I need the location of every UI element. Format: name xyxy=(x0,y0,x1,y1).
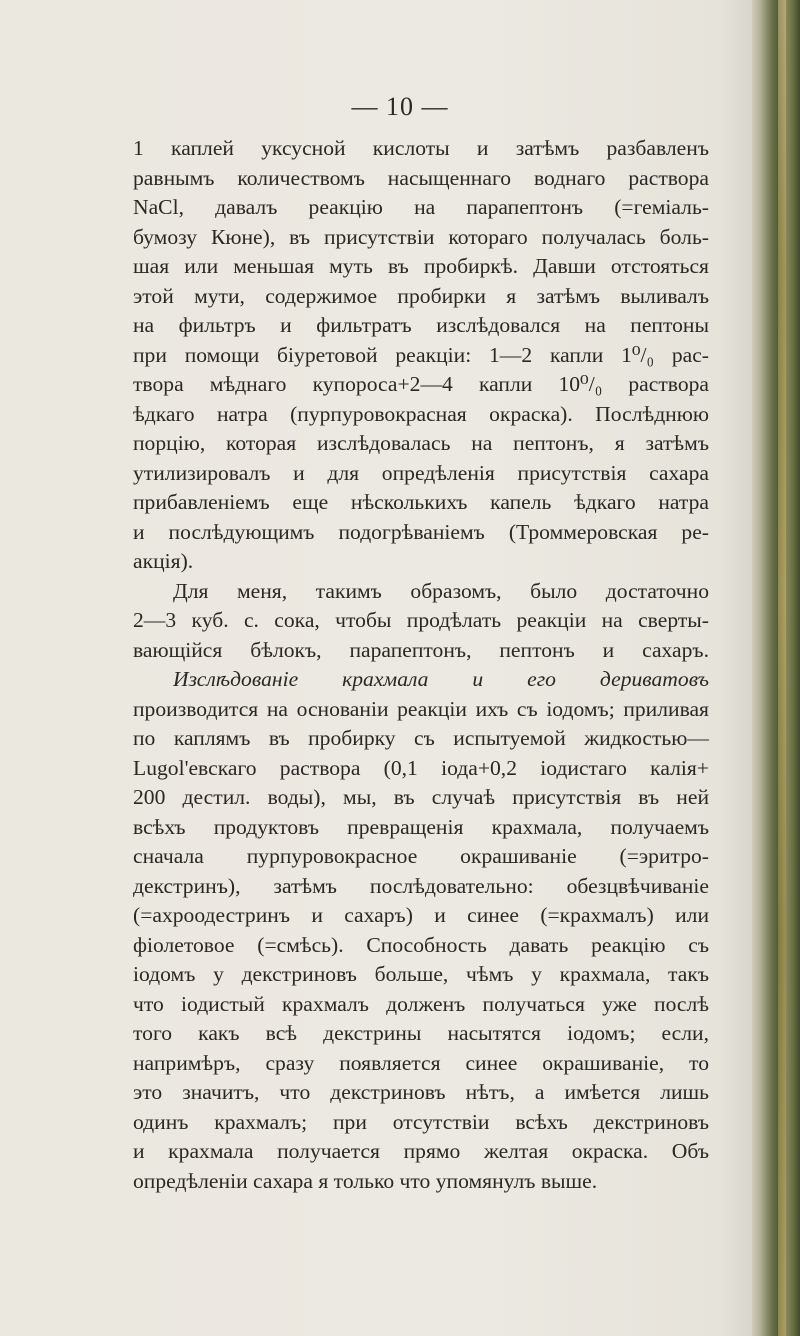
text-line: и послѣдующимъ подогрѣваніемъ (Троммеровская ре- xyxy=(133,519,709,544)
text-line: это значитъ, что декстриновъ нѣтъ, а имѣется лишь xyxy=(133,1080,709,1104)
text-line: напримѣръ, сразу появляется синее окрашиваніе, то xyxy=(133,1050,709,1075)
text-line: опредѣленіи сахара я только что упомянулъ выше. xyxy=(133,1168,598,1193)
text-line: 2—3 куб. с. сока, чтобы продѣлать реакціи на сверты- xyxy=(133,608,709,632)
text-line: бумозу Кюне), въ присутствіи котораго получалась боль- xyxy=(133,224,709,249)
section-heading-line xyxy=(133,665,709,695)
text-line: вающійся бѣлокъ, парапептонъ, пептонъ и сахаръ. xyxy=(133,637,709,662)
text-line: на фильтръ и фильтратъ изслѣдовался на пептоны xyxy=(133,313,709,337)
section-heading: Изслѣдованіе крахмала и его дериватовъ xyxy=(173,667,709,691)
text-line: одинъ крахмалъ; при отсутствіи всѣхъ декстриновъ xyxy=(133,1109,709,1134)
text-line: этой мути, содержимое пробирки я затѣмъ выливалъ xyxy=(133,283,709,308)
text-line: по каплямъ въ пробирку съ испытуемой жидкостью— xyxy=(133,726,709,750)
text-line: 1 каплей уксусной кислоты и затѣмъ разбавленъ xyxy=(133,136,709,160)
text-line: Для меня, такимъ образомъ, было достаточно xyxy=(173,578,709,603)
page-number: — 10 — xyxy=(351,92,449,121)
body-text xyxy=(133,134,709,1196)
text-line: фіолетовое (=смѣсь). Способность давать реакцію съ xyxy=(133,932,709,957)
page-edge-binding xyxy=(752,0,800,1336)
text-line: производится на основаніи реакціи ихъ съ іодомъ; приливая xyxy=(133,696,709,721)
text-line: того какъ всѣ декстрины насытятся іодомъ; если, xyxy=(133,1021,709,1045)
text-line: утилизировалъ и для опредѣленія присутствія сахара xyxy=(133,460,709,485)
text-line: при помощи біуретовой реакціи: 1—2 капли 1⁰/₀ рас- xyxy=(133,342,709,367)
text-line: Lugol'евскаго раствора (0,1 іода+0,2 іодистаго калія+ xyxy=(133,755,709,780)
text-line: ѣдкаго натра (пурпуровокрасная окраска). Послѣднюю xyxy=(133,401,709,426)
text-line: твора мѣднаго купороса+2—4 капли 10⁰/₀ раствора xyxy=(133,372,709,396)
text-line: NaCl, давалъ реакцію на парапептонъ (=геміаль- xyxy=(133,195,709,219)
text-line: что іодистый крахмалъ долженъ получаться уже послѣ xyxy=(133,991,709,1016)
text-line: шая или меньшая муть въ пробиркѣ. Давши отстояться xyxy=(133,254,709,278)
text-line: прибавленіемъ еще нѣсколькихъ капель ѣдкаго натра xyxy=(133,490,709,514)
text-line: декстринъ), затѣмъ послѣдовательно: обезцвѣчиваніе xyxy=(133,873,709,898)
text-line: (=ахроодестринъ и сахаръ) и синее (=крахмалъ) или xyxy=(133,903,709,927)
text-line: порцію, которая изслѣдовалась на пептонъ, я затѣмъ xyxy=(133,431,709,455)
text-line: всѣхъ продуктовъ превращенія крахмала, получаемъ xyxy=(133,814,709,839)
text-line: акція). xyxy=(133,549,194,573)
text-line: іодомъ у декстриновъ больше, чѣмъ у крахмала, такъ xyxy=(133,962,709,986)
text-line: равнымъ количествомъ насыщеннаго воднаго раствора xyxy=(133,165,709,190)
page-edge-highlight xyxy=(778,0,786,1336)
text-line: и крахмала получается прямо желтая окраска. Объ xyxy=(133,1139,709,1163)
text-line: сначала пурпуровокрасное окрашиваніе (=эритро- xyxy=(133,844,709,868)
text-line: 200 дестил. воды), мы, въ случаѣ присутствія въ ней xyxy=(133,785,709,809)
